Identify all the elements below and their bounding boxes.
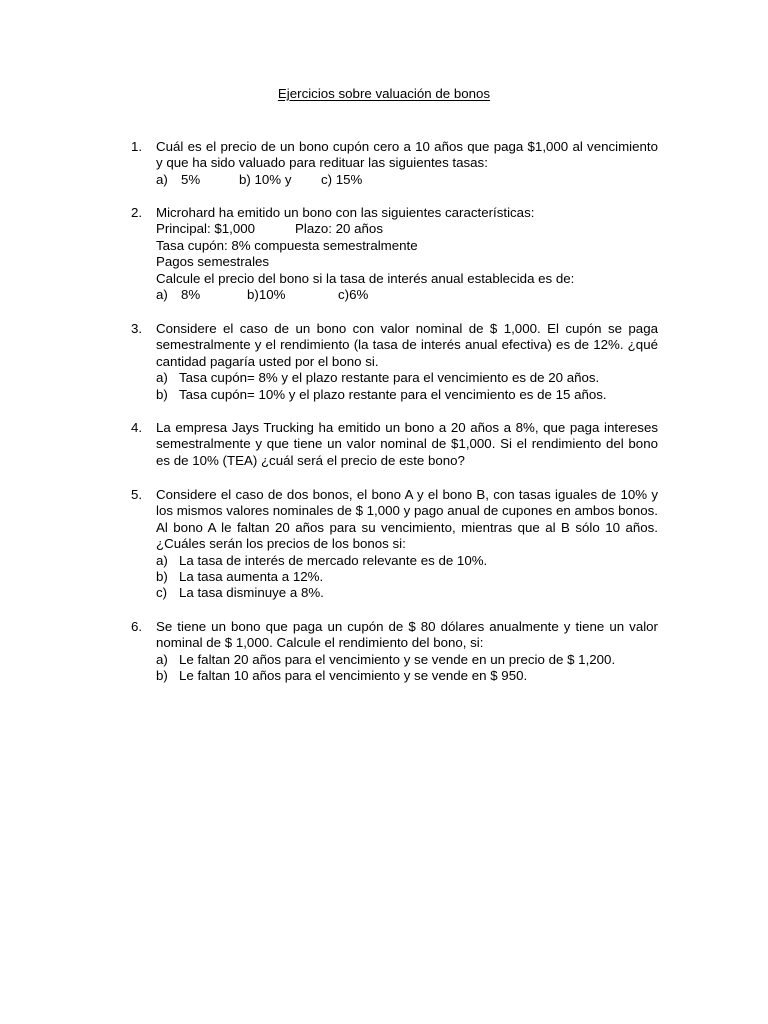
payments-text: Pagos semestrales xyxy=(156,254,270,270)
option-a xyxy=(156,553,658,569)
option-a-label: a) xyxy=(156,370,168,386)
option-c-text: La tasa disminuye a 8%. xyxy=(179,585,324,601)
option-b-text: Le faltan 10 años para el vencimiento y se vende en $ 950. xyxy=(179,668,528,684)
option-b-text: La tasa aumenta a 12%. xyxy=(179,569,324,585)
exercise-number: 2. xyxy=(131,205,143,220)
exercise-text: Considere el caso de dos bonos, el bono A y el bono B, con tasas iguales de 10% y los mismos valores nominales de $ 1,000 y pago anual de cupones en ambos bonos. Al bono A le faltan 20 años para su vencimiento, mientras que al B sólo 10 años. ¿Cuáles serán los precios de los bonos si: xyxy=(156,487,658,552)
option-a-label: a) xyxy=(156,552,168,568)
option-a xyxy=(156,370,658,386)
exercise-number: 5. xyxy=(131,487,143,502)
exercise-text: Cuál es el precio de un bono cupón cero a 10 años que paga $1,000 al vencimiento y que ha sido valuado para redituar las siguientes tasas: xyxy=(156,139,658,171)
page-title: Ejercicios sobre valuación de bonos xyxy=(277,86,491,101)
exercise-number: 1. xyxy=(131,139,143,154)
question-text: Calcule el precio del bono si la tasa de interés anual establecida es de: xyxy=(156,270,575,286)
option-b xyxy=(156,668,658,684)
option-b-text: Tasa cupón= 10% y el plazo restante para el vencimiento es de 15 años. xyxy=(179,386,607,402)
options-row xyxy=(156,172,658,188)
option-a-label: a) xyxy=(156,651,168,667)
option-b-label: b) xyxy=(156,386,168,402)
option-a-text: La tasa de interés de mercado relevante es de 10%. xyxy=(179,552,488,568)
exercise-text: La empresa Jays Trucking ha emitido un bono a 20 años a 8%, que paga intereses semestralmente y que tiene un valor nominal de $1,000. Si el rendimiento del bono es de 10% (TEA) ¿cuál será el precio de este bono? xyxy=(156,420,658,468)
option-a-label: a) xyxy=(156,171,168,187)
exercise-number: 6. xyxy=(131,619,143,634)
exercise-text: Se tiene un bono que paga un cupón de $ 80 dólares anualmente y tiene un valor nominal de $ 1,000. Calcule el rendimiento del bono, si: xyxy=(156,619,658,651)
option-b: b) 10% y xyxy=(239,171,292,187)
coupon-rate-text: Tasa cupón: 8% compuesta semestralmente xyxy=(156,237,418,253)
option-b: b)10% xyxy=(247,287,286,303)
option-b-label: b) xyxy=(156,668,168,684)
option-b xyxy=(156,387,658,403)
exercise-number: 4. xyxy=(131,420,143,435)
option-c: c) 15% xyxy=(321,171,363,187)
option-a-text: Le faltan 20 años para el vencimiento y se vende en un precio de $ 1,200. xyxy=(179,651,616,667)
option-b-label: b) xyxy=(156,569,168,585)
option-a: 8% xyxy=(181,287,201,303)
option-a-label: a) xyxy=(156,287,168,303)
option-c xyxy=(156,585,658,601)
option-a-text: Tasa cupón= 8% y el plazo restante para el vencimiento es de 20 años. xyxy=(179,370,600,386)
exercise-text: Considere el caso de un bono con valor nominal de $ 1,000. El cupón se paga semestralmente y el rendimiento (la tasa de interés anual efectiva) es de 12%. ¿qué cantidad pagaría usted por el bono si. xyxy=(156,321,658,369)
term-text: Plazo: 20 años xyxy=(295,221,383,237)
option-c-label: c) xyxy=(156,585,168,601)
option-c: c)6% xyxy=(338,287,369,303)
exercise-number: 3. xyxy=(131,321,143,336)
option-b xyxy=(156,569,658,585)
bond-terms-row xyxy=(156,221,658,237)
principal-text: Principal: $1,000 xyxy=(156,221,256,237)
options-row xyxy=(156,287,658,303)
exercise-text: Microhard ha emitido un bono con las siguientes características: xyxy=(156,205,535,220)
option-a: 5% xyxy=(181,171,201,187)
option-a xyxy=(156,652,658,668)
